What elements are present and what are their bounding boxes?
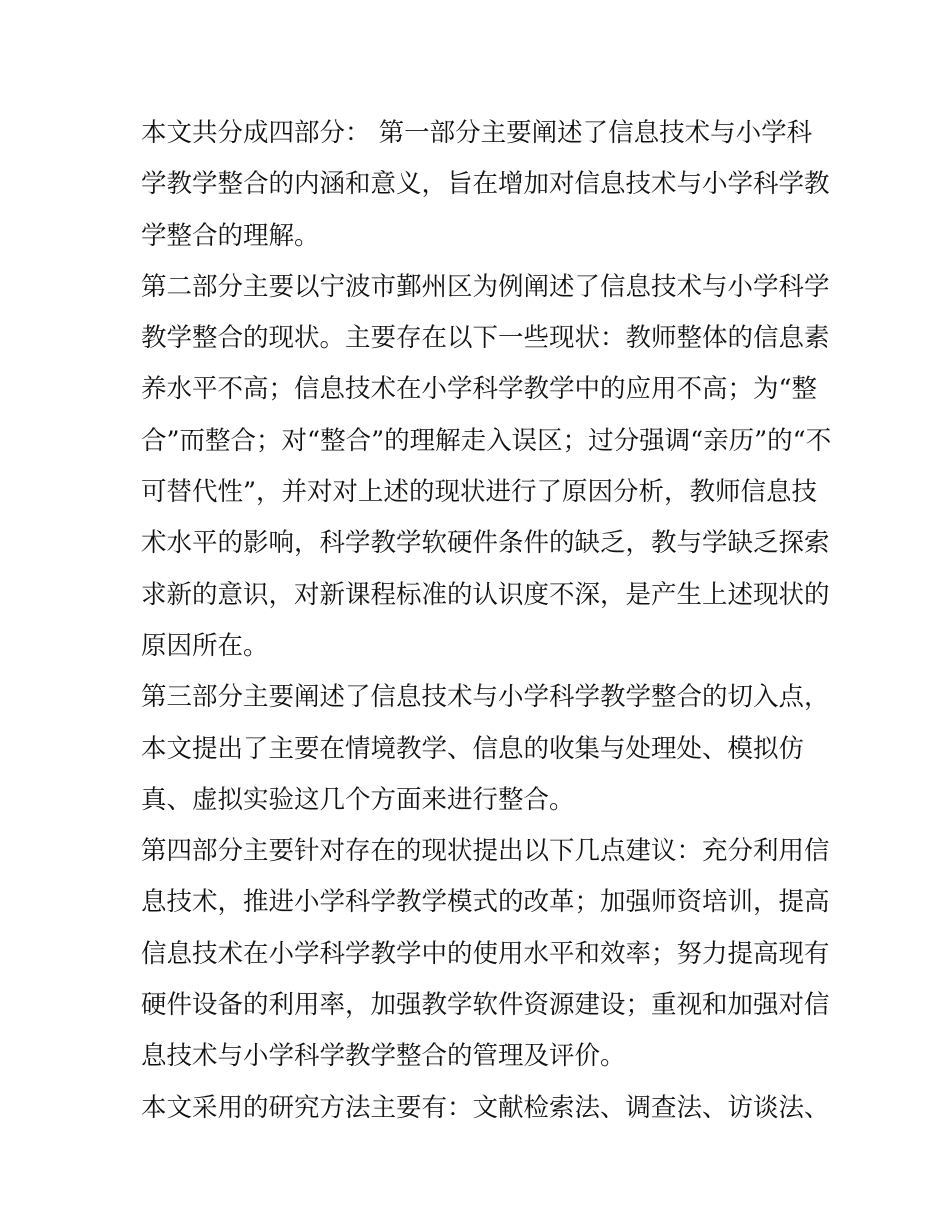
text-line: 学整合的理解。	[141, 220, 320, 251]
text-line: 本文采用的研究方法主要有：文献检索法、调查法、访谈法、	[141, 1092, 830, 1123]
text-line: 本文提出了主要在情境教学、信息的收集与处理处、模拟仿	[141, 733, 805, 764]
text-line: 信息技术在小学科学教学中的使用水平和效率；努力提高现有	[141, 938, 830, 969]
document-body	[141, 108, 832, 1134]
text-line: 养水平不高；信息技术在小学科学教学中的应用不高；为“整	[141, 374, 818, 405]
text-line: 学教学整合的内涵和意义，旨在增加对信息技术与小学科学教	[141, 169, 830, 200]
text-line: 真、虚拟实验这几个方面来进行整合。	[141, 784, 575, 815]
text-line: 本文共分成四部分： 第一部分主要阐述了信息技术与小学科	[141, 118, 813, 148]
text-line: 合”而整合；对“整合”的理解走入误区；过分强调“亲历”的“不	[141, 425, 832, 456]
text-line: 硬件设备的利用率，加强教学软件资源建设；重视和加强对信	[141, 990, 830, 1021]
text-line: 第四部分主要针对存在的现状提出以下几点建议：充分利用信	[141, 836, 830, 867]
text-line: 第三部分主要阐述了信息技术与小学科学教学整合的切入点，	[141, 682, 830, 713]
text-line: 可替代性”，并对对上述的现状进行了原因分析，教师信息技	[141, 477, 818, 508]
text-line: 教学整合的现状。主要存在以下一些现状：教师整体的信息素	[141, 323, 830, 354]
text-line: 第二部分主要以宁波市鄞州区为例阐述了信息技术与小学科学	[141, 271, 830, 302]
text-line: 原因所在。	[141, 630, 269, 661]
text-line: 求新的意识，对新课程标准的认识度不深，是产生上述现状的	[141, 579, 830, 610]
text-line: 息技术，推进小学科学教学模式的改革；加强师资培训，提高	[141, 887, 830, 918]
text-line: 息技术与小学科学教学整合的管理及评价。	[141, 1041, 626, 1072]
text-line: 术水平的影响，科学教学软硬件条件的缺乏，教与学缺乏探索	[141, 528, 830, 559]
